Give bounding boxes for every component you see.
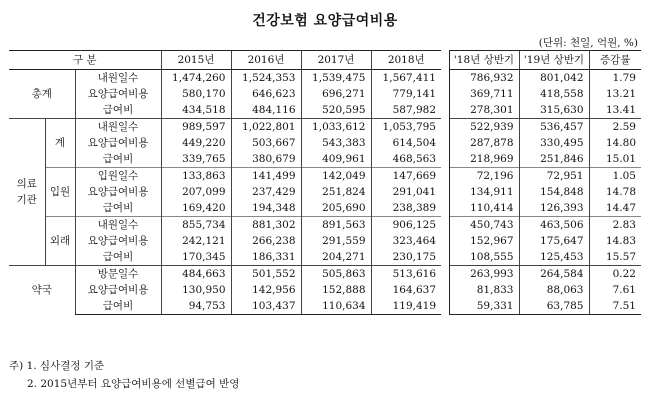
- group-total: 총계: [9, 70, 75, 119]
- row-item: 급여비: [75, 200, 161, 217]
- row-item: 방문일수: [75, 266, 161, 283]
- year-value: 119,419: [371, 298, 441, 315]
- half-2019-value: 154,848: [519, 184, 589, 200]
- year-value: 169,420: [161, 200, 231, 217]
- half-2018-value: 152,967: [449, 233, 519, 249]
- year-value: 251,824: [301, 184, 371, 200]
- header-half-2018: '18년 상반기: [449, 51, 519, 70]
- year-value: 906,125: [371, 217, 441, 234]
- year-value: 891,563: [301, 217, 371, 234]
- row-item: 요양급여비용: [75, 184, 161, 200]
- half-2018-value: 110,414: [449, 200, 519, 217]
- year-value: 449,220: [161, 135, 231, 151]
- year-value: 291,041: [371, 184, 441, 200]
- year-value: 543,383: [301, 135, 371, 151]
- footnote: 주) 1. 심사결정 기준: [9, 360, 105, 372]
- half-2018-value: 369,711: [449, 86, 519, 102]
- rate-value: 13.41: [589, 102, 641, 119]
- subgroup-inpatient: 입원: [45, 168, 75, 217]
- year-value: 142,049: [301, 168, 371, 185]
- year-value: 380,679: [231, 151, 301, 168]
- rate-value: 7.51: [589, 298, 641, 315]
- benefit-cost-table: [9, 50, 641, 315]
- year-value: 339,765: [161, 151, 231, 168]
- group-medical: 의료 기관: [9, 119, 45, 266]
- year-value: 142,956: [231, 282, 301, 298]
- year-value: 186,331: [231, 249, 301, 266]
- table-row: [9, 119, 641, 136]
- rate-value: 14.83: [589, 233, 641, 249]
- table-row: [9, 249, 641, 266]
- half-2018-value: 450,743: [449, 217, 519, 234]
- half-2019-value: 330,495: [519, 135, 589, 151]
- row-item: 급여비: [75, 298, 161, 315]
- half-2018-value: 108,555: [449, 249, 519, 266]
- year-value: 587,982: [371, 102, 441, 119]
- table-row: [9, 151, 641, 168]
- row-item: 내원일수: [75, 119, 161, 136]
- year-value: 1,022,801: [231, 119, 301, 136]
- half-2018-value: 263,993: [449, 266, 519, 283]
- year-value: 237,429: [231, 184, 301, 200]
- table-row: [9, 70, 641, 87]
- table-row: [9, 102, 641, 119]
- year-value: 1,474,260: [161, 70, 231, 87]
- row-item: 급여비: [75, 151, 161, 168]
- table-row: [9, 233, 641, 249]
- table-row: [9, 217, 641, 234]
- year-value: 855,734: [161, 217, 231, 234]
- year-value: 238,389: [371, 200, 441, 217]
- year-value: 323,464: [371, 233, 441, 249]
- rate-value: 15.01: [589, 151, 641, 168]
- year-value: 242,121: [161, 233, 231, 249]
- year-value: 147,669: [371, 168, 441, 185]
- rate-value: 14.47: [589, 200, 641, 217]
- half-2019-value: 418,558: [519, 86, 589, 102]
- header-row: [9, 51, 641, 70]
- rate-value: 1.79: [589, 70, 641, 87]
- half-2019-value: 801,042: [519, 70, 589, 87]
- year-value: 501,552: [231, 266, 301, 283]
- footnotes: [9, 357, 239, 393]
- row-item: 내원일수: [75, 217, 161, 234]
- half-2019-value: 463,506: [519, 217, 589, 234]
- year-value: 409,961: [301, 151, 371, 168]
- table-row: [9, 266, 641, 283]
- year-value: 520,595: [301, 102, 371, 119]
- year-value: 1,524,353: [231, 70, 301, 87]
- year-value: 205,690: [301, 200, 371, 217]
- row-item: 요양급여비용: [75, 135, 161, 151]
- row-item: 급여비: [75, 102, 161, 119]
- page-title: 건강보험 요양급여비용: [252, 13, 398, 29]
- half-2018-value: 81,833: [449, 282, 519, 298]
- rate-value: 14.80: [589, 135, 641, 151]
- half-2019-value: 536,457: [519, 119, 589, 136]
- year-value: 513,616: [371, 266, 441, 283]
- rate-value: 13.21: [589, 86, 641, 102]
- year-value: 94,753: [161, 298, 231, 315]
- header-category: 구 분: [9, 51, 161, 70]
- table-row: [9, 184, 641, 200]
- half-2018-value: 522,939: [449, 119, 519, 136]
- year-value: 204,271: [301, 249, 371, 266]
- year-value: 1,033,612: [301, 119, 371, 136]
- half-2018-value: 134,911: [449, 184, 519, 200]
- year-value: 266,238: [231, 233, 301, 249]
- rate-value: 2.59: [589, 119, 641, 136]
- half-2018-value: 786,932: [449, 70, 519, 87]
- half-2018-value: 59,331: [449, 298, 519, 315]
- year-value: 696,271: [301, 86, 371, 102]
- year-value: 1,053,795: [371, 119, 441, 136]
- half-2019-value: 264,584: [519, 266, 589, 283]
- year-value: 614,504: [371, 135, 441, 151]
- row-item: 입원일수: [75, 168, 161, 185]
- year-value: 207,099: [161, 184, 231, 200]
- table-body: [9, 70, 641, 315]
- rate-value: 15.57: [589, 249, 641, 266]
- subgroup-total: 계: [45, 119, 75, 168]
- year-value: 164,637: [371, 282, 441, 298]
- year-value: 1,539,475: [301, 70, 371, 87]
- half-2018-value: 287,878: [449, 135, 519, 151]
- year-value: 468,563: [371, 151, 441, 168]
- half-2019-value: 251,846: [519, 151, 589, 168]
- half-2019-value: 315,630: [519, 102, 589, 119]
- year-value: 434,518: [161, 102, 231, 119]
- year-value: 779,141: [371, 86, 441, 102]
- half-2018-value: 278,301: [449, 102, 519, 119]
- year-value: 110,634: [301, 298, 371, 315]
- header-year: 2017년: [301, 51, 371, 70]
- year-value: 152,888: [301, 282, 371, 298]
- table-row: [9, 168, 641, 185]
- year-value: 133,863: [161, 168, 231, 185]
- table-row: [9, 282, 641, 298]
- row-item: 요양급여비용: [75, 86, 161, 102]
- year-value: 989,597: [161, 119, 231, 136]
- table-row: [9, 86, 641, 102]
- year-value: 484,116: [231, 102, 301, 119]
- header-year: 2016년: [231, 51, 301, 70]
- header-rate: 증감률: [589, 51, 641, 70]
- footnote: 2. 2015년부터 요양급여비용에 선별급여 반영: [27, 378, 240, 390]
- year-value: 230,175: [371, 249, 441, 266]
- header-year: 2015년: [161, 51, 231, 70]
- year-value: 1,567,411: [371, 70, 441, 87]
- table-row: [9, 298, 641, 315]
- rate-value: 2.83: [589, 217, 641, 234]
- half-2019-value: 125,453: [519, 249, 589, 266]
- year-value: 503,667: [231, 135, 301, 151]
- subgroup-outpatient: 외래: [45, 217, 75, 266]
- rate-value: 1.05: [589, 168, 641, 185]
- row-item: 요양급여비용: [75, 233, 161, 249]
- rate-value: 7.61: [589, 282, 641, 298]
- year-value: 103,437: [231, 298, 301, 315]
- header-half-2019: '19년 상반기: [519, 51, 589, 70]
- half-2019-value: 88,063: [519, 282, 589, 298]
- half-2019-value: 126,393: [519, 200, 589, 217]
- year-value: 170,345: [161, 249, 231, 266]
- row-item: 급여비: [75, 249, 161, 266]
- half-2019-value: 63,785: [519, 298, 589, 315]
- rate-value: 14.78: [589, 184, 641, 200]
- year-value: 484,663: [161, 266, 231, 283]
- year-value: 130,950: [161, 282, 231, 298]
- table-row: [9, 200, 641, 217]
- header-year: 2018년: [371, 51, 441, 70]
- row-item: 요양급여비용: [75, 282, 161, 298]
- half-2018-value: 218,969: [449, 151, 519, 168]
- rate-value: 0.22: [589, 266, 641, 283]
- year-value: 580,170: [161, 86, 231, 102]
- year-value: 291,559: [301, 233, 371, 249]
- group-pharmacy: 약국: [9, 266, 75, 315]
- year-value: 141,499: [231, 168, 301, 185]
- unit-label: (단위: 천일, 억원, %): [538, 37, 638, 49]
- half-2019-value: 72,951: [519, 168, 589, 185]
- half-2018-value: 72,196: [449, 168, 519, 185]
- year-value: 646,623: [231, 86, 301, 102]
- half-2019-value: 175,647: [519, 233, 589, 249]
- row-item: 내원일수: [75, 70, 161, 87]
- year-value: 194,348: [231, 200, 301, 217]
- year-value: 505,863: [301, 266, 371, 283]
- year-value: 881,302: [231, 217, 301, 234]
- table-row: [9, 135, 641, 151]
